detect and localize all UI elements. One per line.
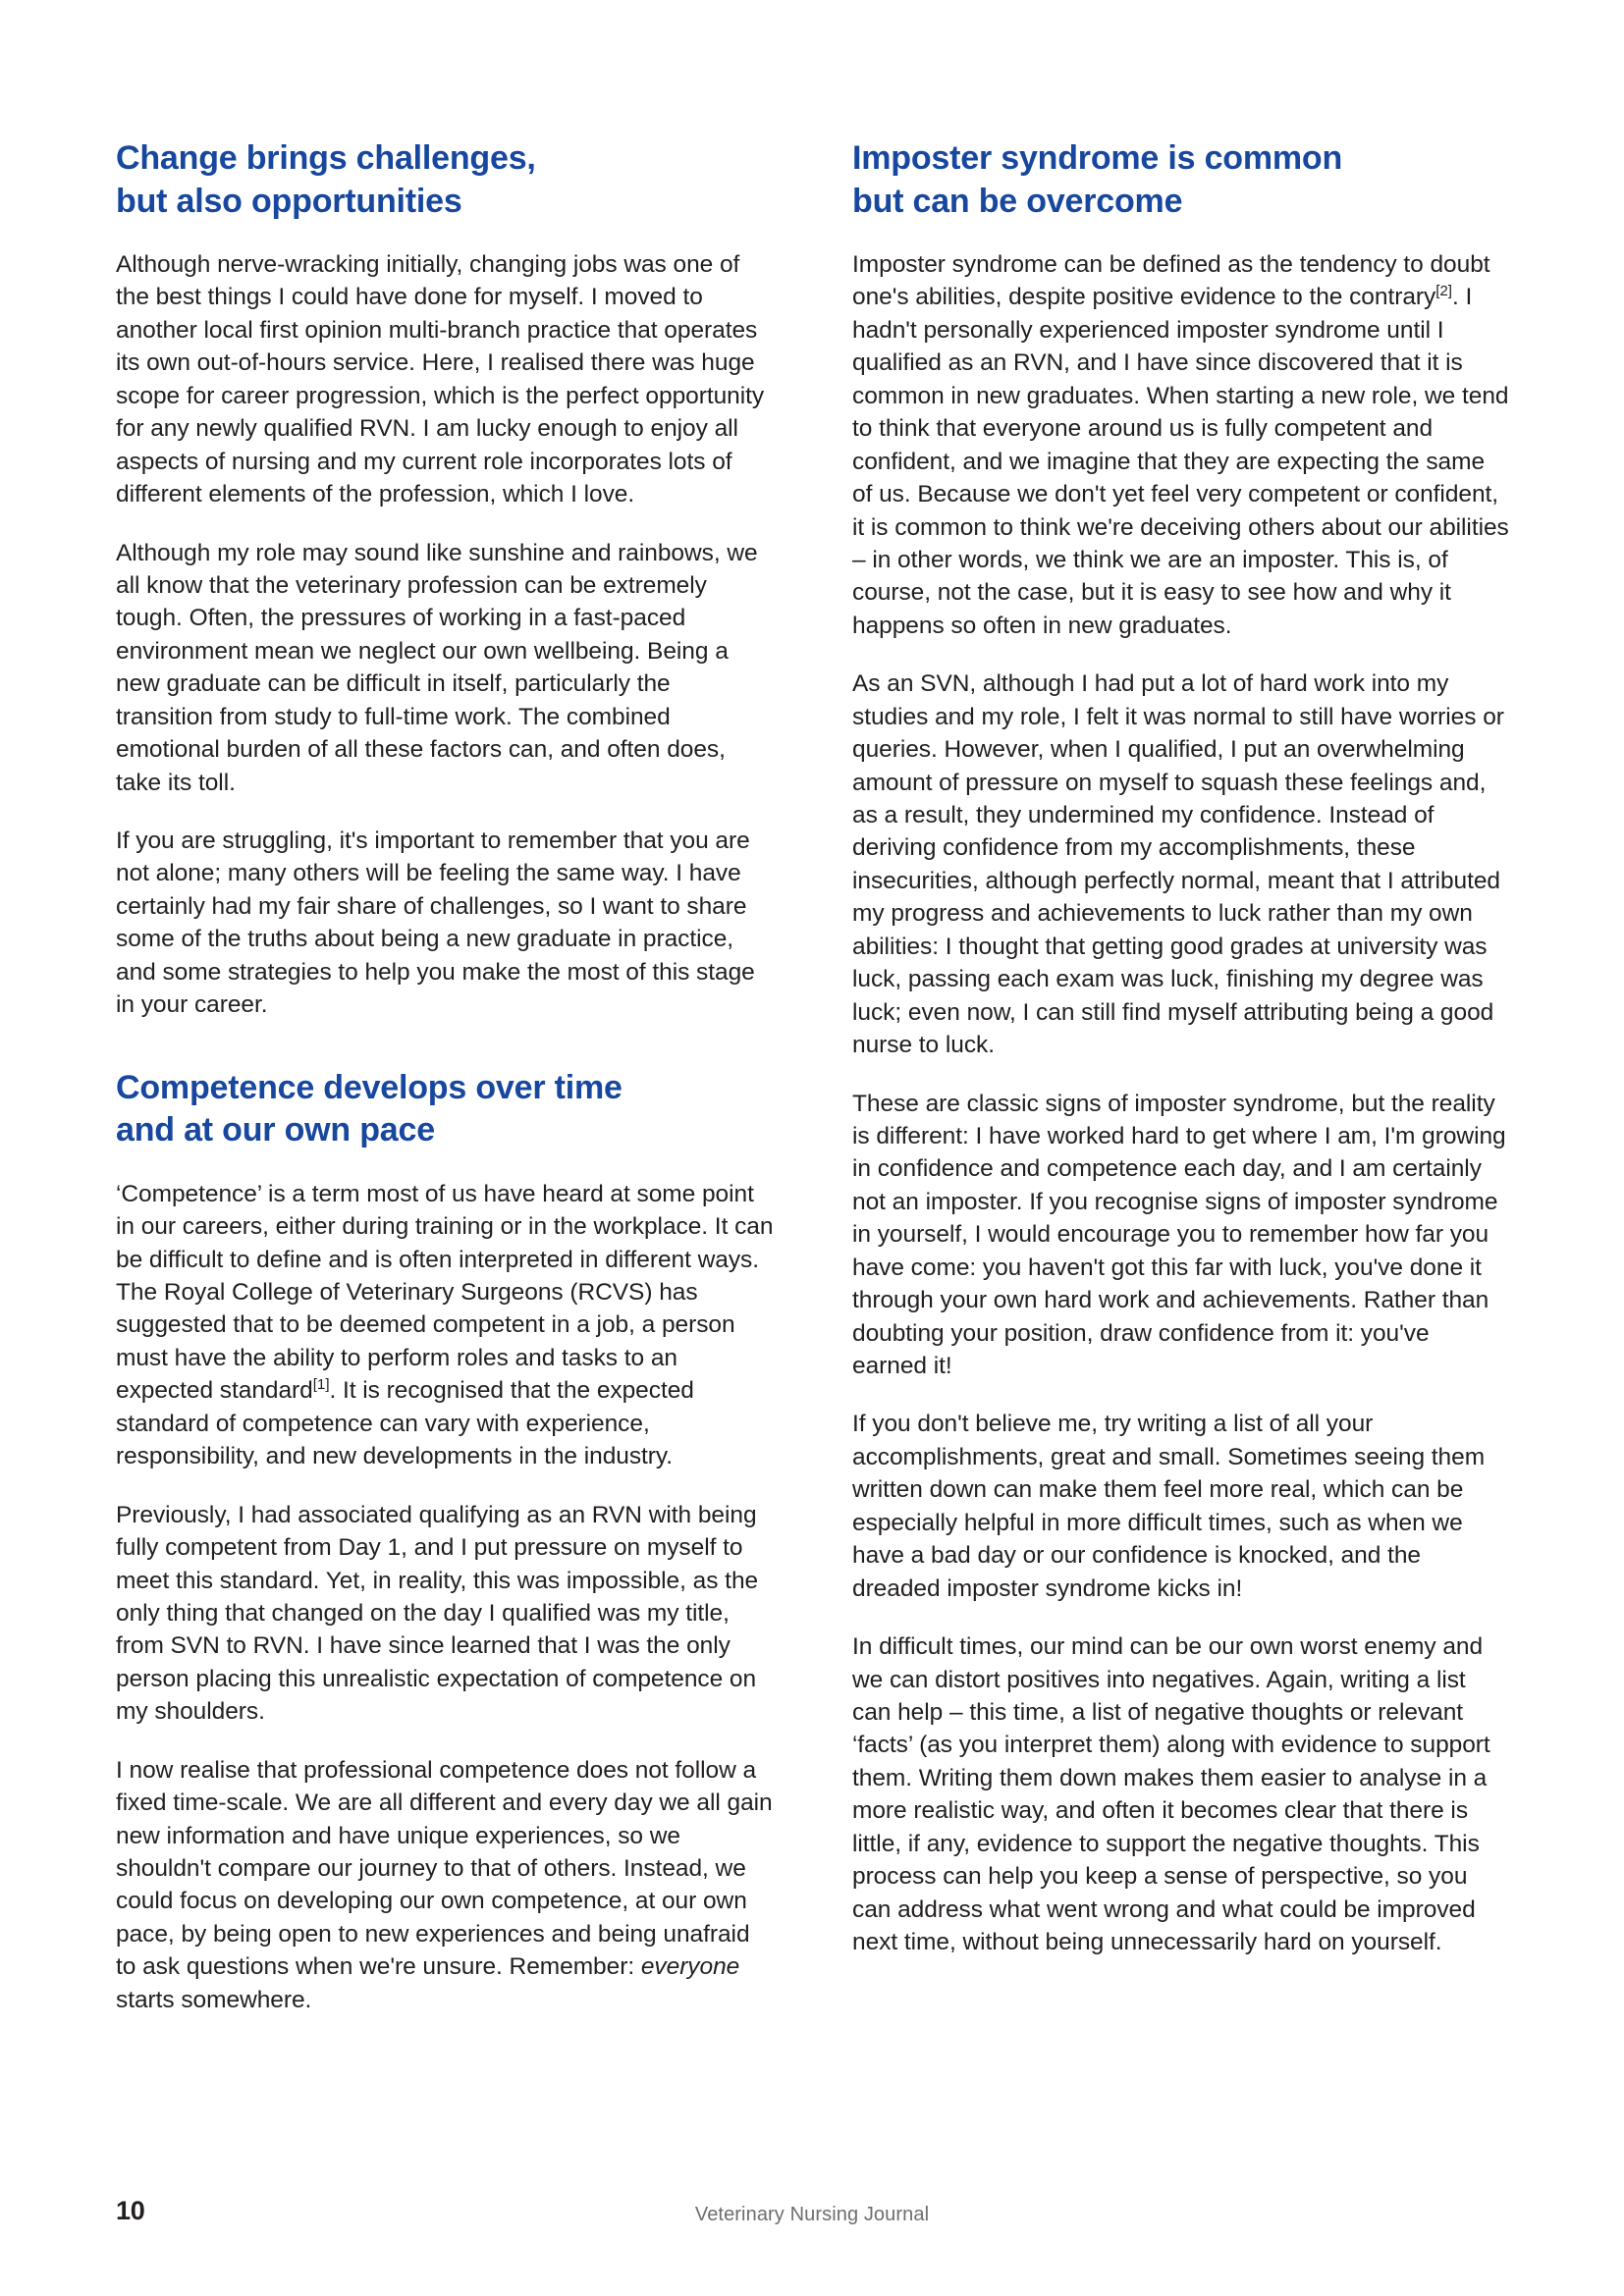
paragraph-as-an-svn: As an SVN, although I had put a lot of hard work into my studies and my role, I felt it was normal to still have worries or queries. However, when I qualified, I put an overwhelming amount of pressure on myself to squash these feelings and, as a result, they undermined my confidence. Instead of deriving confidence from my accomplishments, these insecurities, although perfectly normal, meant that I attributed my progress and achievements to luck rather than my own abilities: I thought that getting good grades at university was luck, passing each exam was luck, finishing my degree was luck; even now, I can still find myself attributing being a good nurse to luck. (852, 670, 1504, 1059)
paragraph-changing-jobs: Although nerve-wracking initially, changing jobs was one of the best things I could have done for myself. I moved to another local first opinion multi-branch practice that operates its own out-of-hours service. Here, I realised there was huge scope for career progression, which is the perfect opportunity for any newly qualified RVN. I am lucky enough to enjoy all aspects of nursing and my current role incorporates lots of different elements of the profession, which I love. (116, 251, 765, 508)
heading-line-2: but also opportunities (116, 182, 462, 220)
heading-competence-develops-over-time (116, 1067, 774, 1152)
paragraph-text-part-1: ‘Competence’ is a term most of us have heard at some point in our careers, either during training or in the workplace. It can be difficult to define and is often interpreted in different ways. The Royal College of Veterinary Surgeons (RCVS) has suggested that to be deemed competent in a job, a person must have the ability to perform roles and tasks to an expected standard (116, 1180, 774, 1405)
heading-line-2: and at our own pace (116, 1111, 435, 1149)
paragraph-classic-signs: These are classic signs of imposter syndrome, but the reality is different: I have worked hard to get where I am, I'm growing in confidence and competence each day, and I am certainly not an imposter. If you recognise signs of imposter syndrome in yourself, I would encourage you to remember how far you have come: you haven't got this far with luck, you've done it through your own hard work and achievements. Rather than doubting your position, draw confidence from it: you've earned it! (852, 1090, 1506, 1380)
paragraph-text-part-1: Imposter syndrome can be defined as the tendency to doubt one's abilities, despite positive evidence to the contrary (852, 251, 1490, 311)
paragraph-sunshine-and-rainbows: Although my role may sound like sunshine and rainbows, we all know that the veterinary profession can be extremely tough. Often, the pressures of working in a fast-paced environment mean we neglect our own wellbeing. Being a new graduate can be difficult in itself, particularly the transition from study to full-time work. The combined emotional burden of all these factors can, and often does, take its toll. (116, 539, 758, 796)
paragraph-previously-associated-rvn: Previously, I had associated qualifying as an RVN with being fully competent from Day 1, and I put pressure on myself to meet this standard. Yet, in reality, this was impossible, as the only thing that changed on the day I qualified was my title, from SVN to RVN. I have since learned that I was the only person placing this unrealistic expectation of competence on my shoulders. (116, 1501, 759, 1726)
paragraph-text-part-1: I now realise that professional competence does not follow a fixed time-scale. We are all different and every day we all gain new information and have unique experiences, so we shouldn't compare our journey to that of others. Instead, we could focus on developing our own competence, at our own pace, by being open to new experiences and being unafraid to ask questions when we're unsure. Remember: (116, 1756, 773, 1981)
reference-marker-1: [1] (312, 1376, 330, 1394)
paragraph-difficult-times-negative-thoughts: In difficult times, our mind can be our own worst enemy and we can distort positives into negatives. Again, writing a list can help – this time, a list of negative thoughts or relevant ‘facts’ (as you interpret them) along with evidence to support them. Writing them down makes them easier to analyse in a more realistic way, and often it becomes clear that there is little, if any, evidence to support the negative thoughts. This process can help you keep a sense of perspective, so you can address what went wrong and what could be improved next time, without being unnecessarily hard on yourself. (852, 1633, 1490, 1956)
paragraph-competence-definition (116, 1178, 774, 1473)
emphasis-everyone: everyone (640, 1953, 740, 1981)
reference-marker-2: [2] (1435, 283, 1452, 300)
heading-line-2: but can be overcome (852, 182, 1183, 220)
heading-change-brings-challenges (116, 137, 774, 223)
heading-line-1: Change brings challenges, (116, 139, 536, 177)
journal-name: Veterinary Nursing Journal (694, 2204, 930, 2225)
heading-line-1: Imposter syndrome is common (852, 139, 1343, 177)
page-number: 10 (116, 2196, 145, 2225)
two-column-layout (116, 137, 1510, 2016)
paragraph-writing-accomplishments-list: If you don't believe me, try writing a list of all your accomplishments, great and small. Sometimes seeing them written down can make them feel more real, which can be especially helpful in more difficult times, such as when we have a bad day or our confidence is knocked, and the dreaded imposter syndrome kicks in! (852, 1411, 1486, 1602)
paragraph-if-you-are-struggling: If you are struggling, it's important to remember that you are not alone; many others will be feeling the same way. I have certainly had my fair share of challenges, so I want to share some of the truths about being a new graduate in practice, and some strategies to help you make the most of this stage in your career. (116, 828, 755, 1019)
heading-line-1: Competence develops over time (116, 1068, 623, 1106)
paragraph-text-part-2: . It is recognised that the expected standard of competence can vary with experience, responsibility, and new developments in the industry. (116, 1377, 694, 1470)
heading-imposter-syndrome-is-common (852, 137, 1510, 223)
paragraph-text-part-2: . I hadn't personally experienced imposter syndrome until I qualified as an RVN, and I have since discovered that it is common in new graduates. When starting a new role, we tend to think that everyone around us is fully competent and confident, and we imagine that they are expecting the same of us. Because we don't yet feel very competent or confident, it is common to think we're deceiving others about our abilities – in other words, we think we are an imposter. This is, of course, not the case, but it is easy to see how and why it happens so often in new graduates. (852, 284, 1509, 639)
paragraph-imposter-syndrome-definition (852, 248, 1510, 642)
page-footer (116, 2196, 1508, 2235)
left-column (116, 137, 774, 2016)
right-column (852, 137, 1510, 2016)
paragraph-text-part-2: starts somewhere. (116, 1986, 312, 2013)
paragraph-professional-competence-timescale (116, 1754, 774, 2017)
